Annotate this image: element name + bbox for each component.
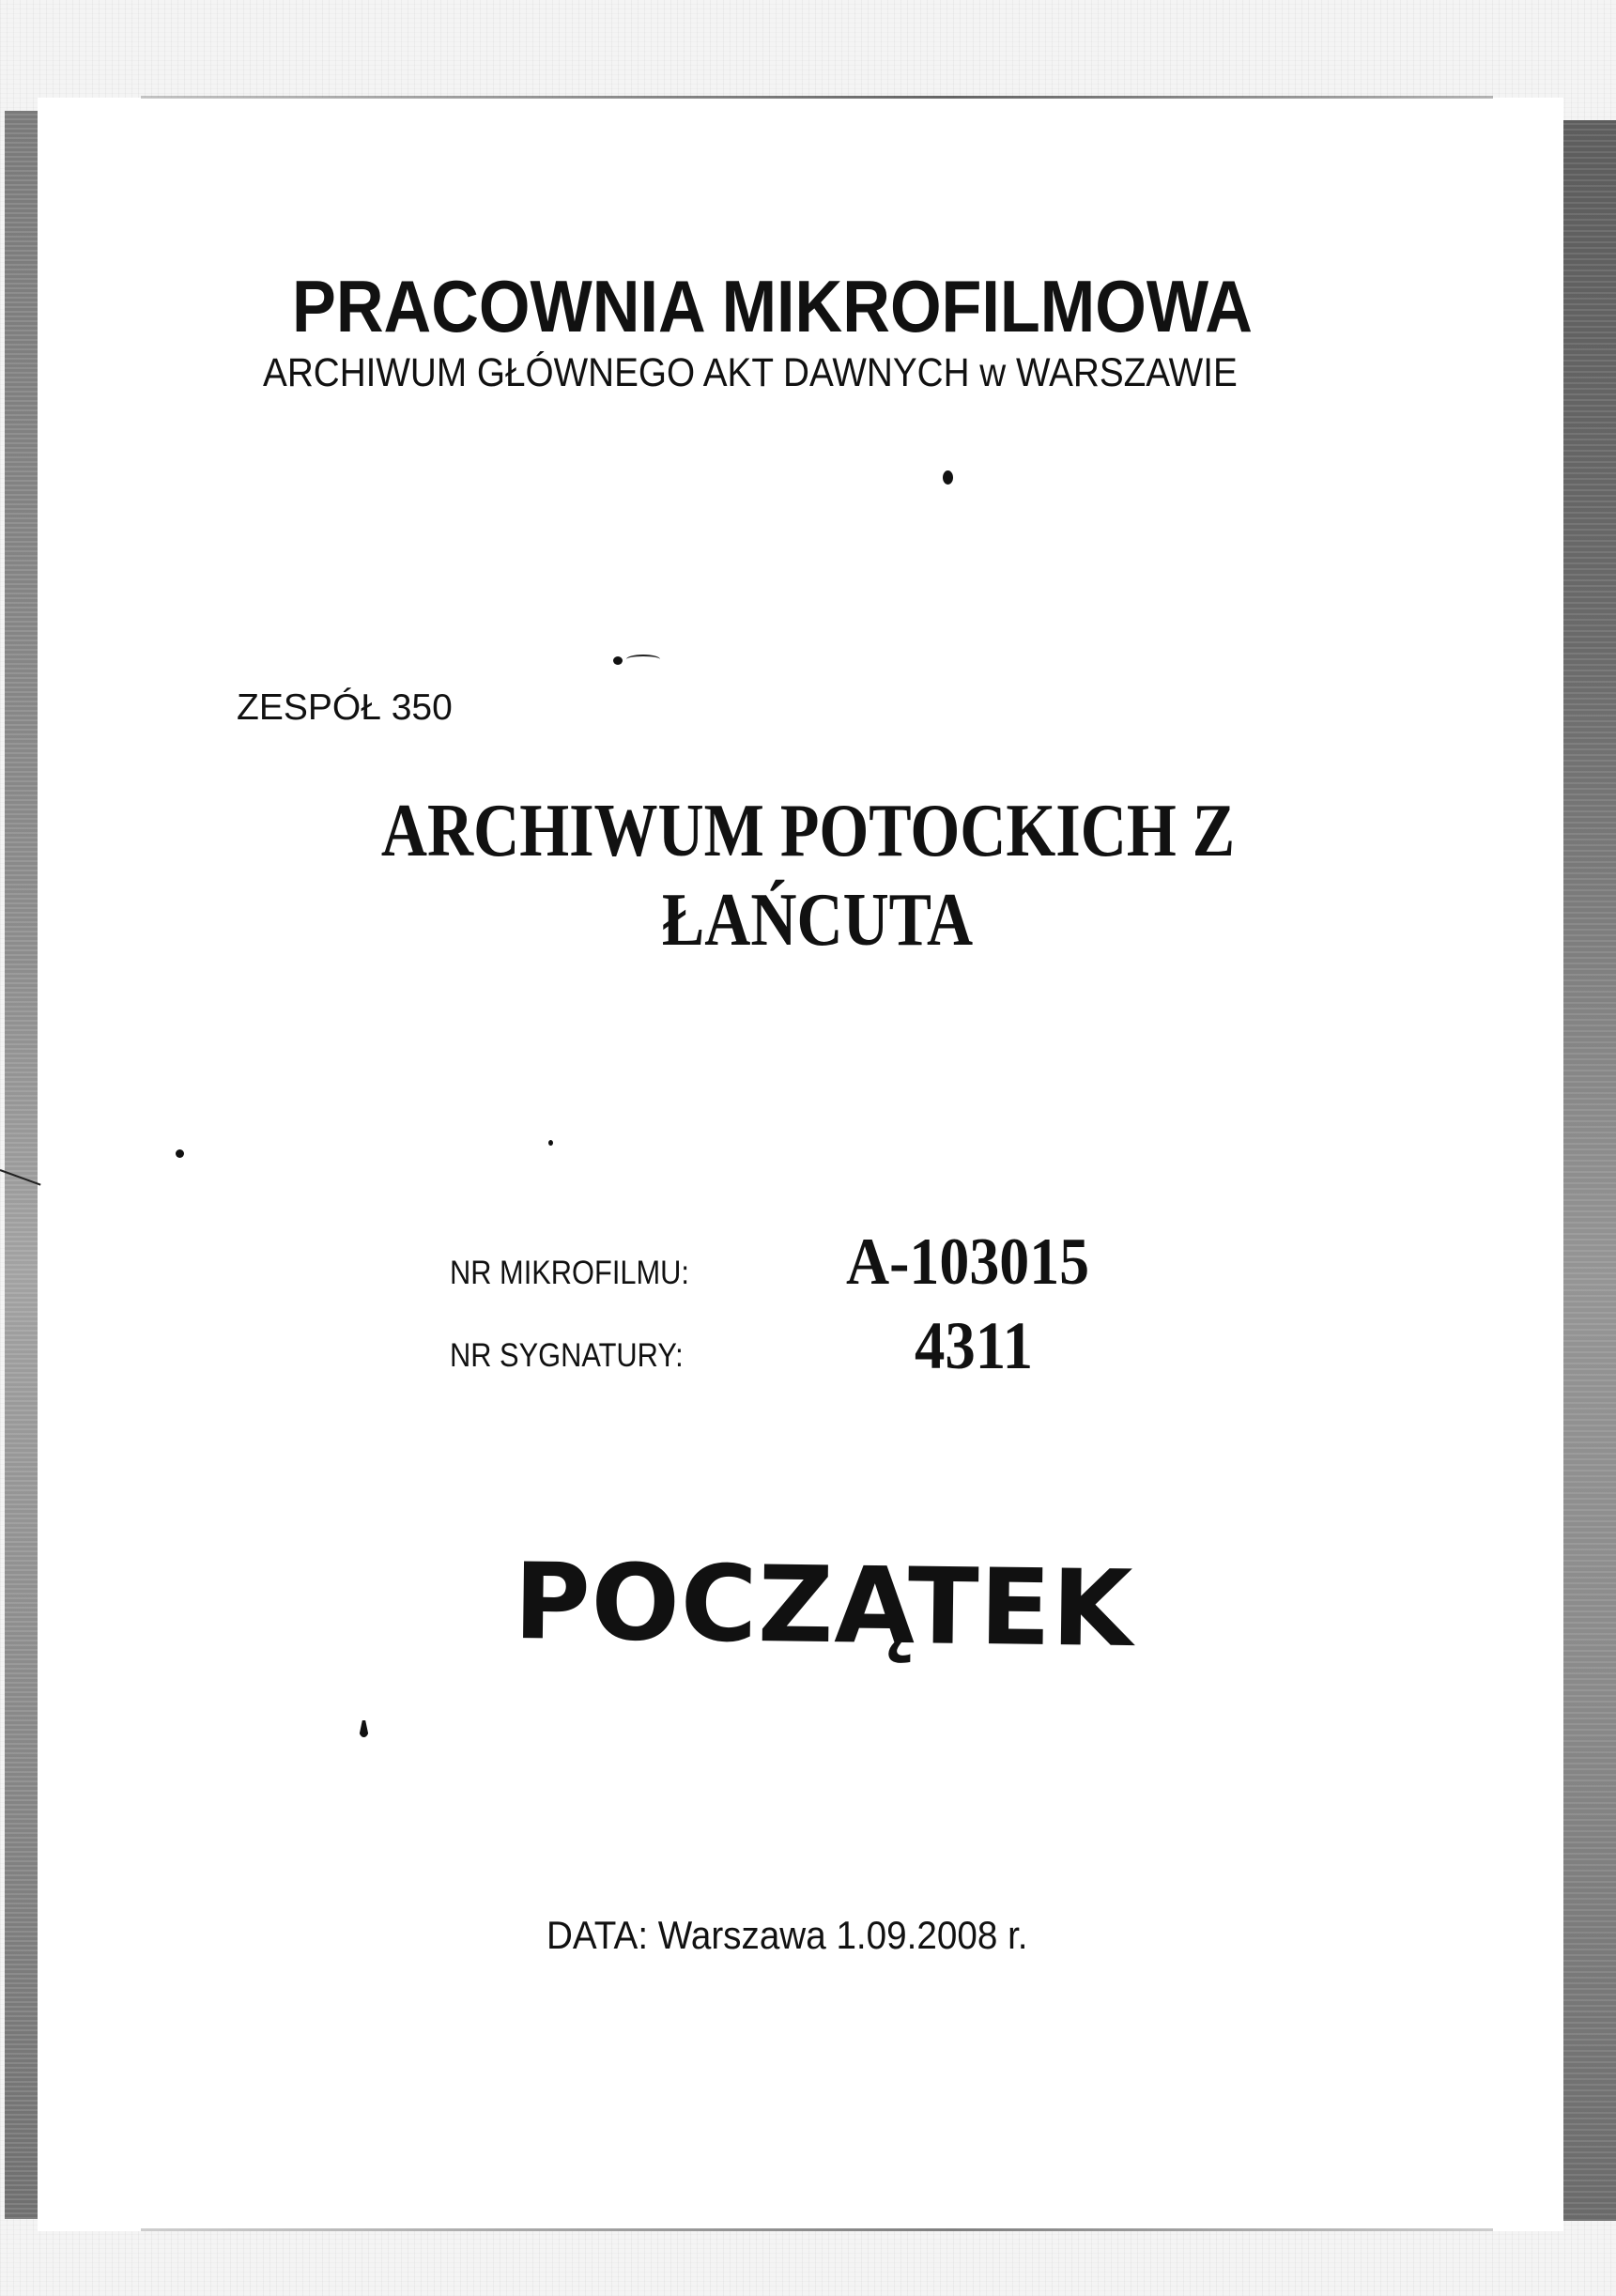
start-marker: POCZĄTEK [513, 1541, 1134, 1672]
document-page [38, 98, 1563, 2231]
signature-number-label: NR SYGNATURY: [450, 1337, 684, 1374]
ink-speck [548, 1140, 553, 1146]
film-border-right [1562, 120, 1616, 2221]
date-line: DATA: Warszawa 1.09.2008 r. [546, 1913, 1028, 1957]
page-bottom-edge [141, 2228, 1493, 2231]
fond-number: ZESPÓŁ 350 [237, 687, 453, 728]
archive-subtitle: ARCHIWUM GŁÓWNEGO AKT DAWNYCH w WARSZAWIE [263, 350, 1238, 395]
microfilm-number-value: A-103015 [846, 1225, 1090, 1299]
ink-spot [176, 1149, 184, 1158]
ink-smudge [626, 655, 660, 664]
fond-name-line-2: ŁAŃCUTA [661, 879, 974, 962]
lab-title: PRACOWNIA MIKROFILMOWA [292, 265, 1253, 347]
signature-number-value: 4311 [915, 1308, 1034, 1383]
ink-spot [613, 656, 623, 665]
page-top-edge [141, 96, 1493, 99]
ink-spot [943, 470, 953, 485]
fond-name-line-1: ARCHIWUM POTOCKICH Z [380, 790, 1236, 872]
microfilm-number-label: NR MIKROFILMU: [450, 1255, 689, 1291]
